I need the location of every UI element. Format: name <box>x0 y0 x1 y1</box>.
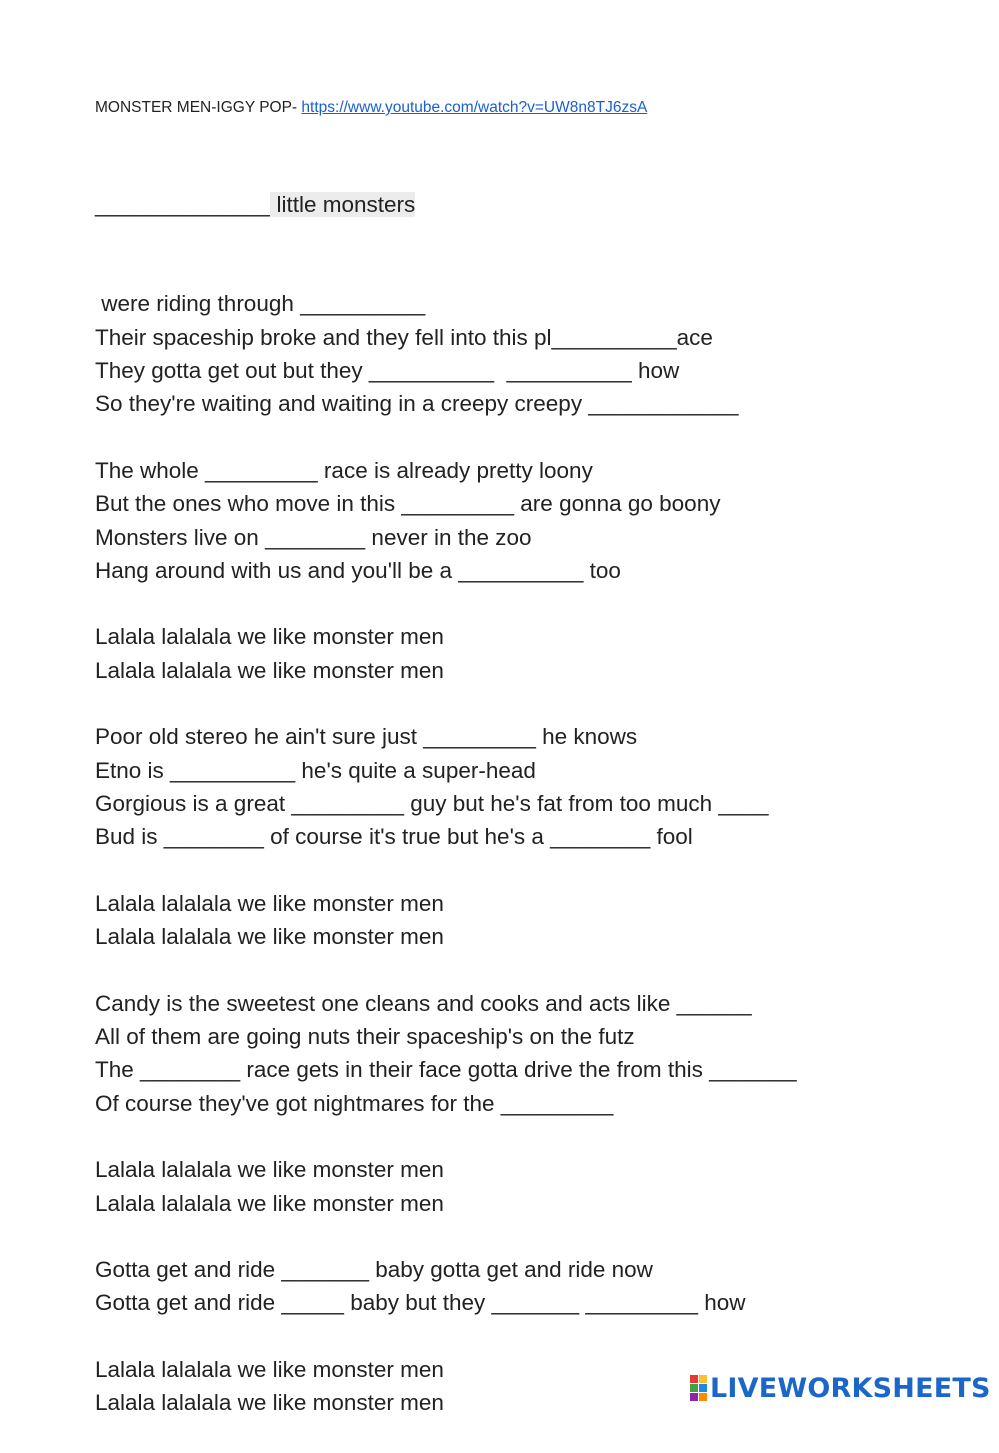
lyric-line: Candy is the sweetest one cleans and cooks and acts like ______ <box>95 990 752 1016</box>
lyric-line: Hang around with us and you'll be a __________ too <box>95 557 621 583</box>
stanza-gap <box>95 687 797 720</box>
stanza-gap <box>95 1120 797 1153</box>
lyric-line: Of course they've got nightmares for the _________ <box>95 1090 614 1116</box>
lyric-line: Monsters live on ________ never in the zoo <box>95 524 532 550</box>
logo-square <box>699 1384 707 1392</box>
stanza-gap <box>95 587 797 620</box>
lyric-line: Lalala lalalala we like monster men <box>95 890 444 916</box>
worksheet-header <box>95 99 647 117</box>
lyric-line: All of them are going nuts their spaceship's on the futz <box>95 1024 635 1050</box>
lyric-line: Lalala lalalala we like monster men <box>95 1390 444 1416</box>
lyrics-body <box>95 121 797 1453</box>
liveworksheets-logo <box>690 1372 991 1404</box>
lyric-line: Bud is ________ of course it's true but he's a ________ fool <box>95 824 693 850</box>
lyric-line: The whole _________ race is already pretty loony <box>95 457 593 483</box>
lyric-text: little monsters <box>270 191 416 217</box>
lyric-line: Lalala lalalala we like monster men <box>95 624 444 650</box>
stanza-gap <box>95 1320 797 1353</box>
lyric-line: Lalala lalalala we like monster men <box>95 1157 444 1183</box>
lyric-line: Lalala lalalala we like monster men <box>95 1356 444 1382</box>
stanza-gap <box>95 1220 797 1253</box>
youtube-link[interactable]: https://www.youtube.com/watch?v=UW8n8TJ6zsA <box>301 99 648 116</box>
logo-square <box>690 1384 698 1392</box>
stanza-gap <box>95 854 797 887</box>
logo-square <box>699 1375 707 1383</box>
lyric-lines <box>95 287 797 1419</box>
lyric-line: Poor old stereo he ain't sure just _________ he knows <box>95 724 638 750</box>
lyric-line: Gotta get and ride _______ baby gotta get and ride now <box>95 1257 653 1283</box>
logo-square <box>699 1393 707 1401</box>
lyric-line: Gorgious is a great _________ guy but he's fat from too much ____ <box>95 790 769 816</box>
lyric-line: were riding through __________ <box>95 291 426 317</box>
lyric-line: So they're waiting and waiting in a creepy creepy ____________ <box>95 391 739 417</box>
lyric-line: They gotta get out but they __________ __________ how <box>95 358 680 384</box>
logo-square <box>690 1375 698 1383</box>
lyric-line: Lalala lalalala we like monster men <box>95 924 444 950</box>
stanza-gap <box>95 953 797 986</box>
lyric-line-1 <box>95 188 797 221</box>
lyric-line: Etno is __________ he's quite a super-head <box>95 757 536 783</box>
logo-icon <box>690 1375 707 1401</box>
logo-square <box>690 1393 698 1401</box>
lyric-line: The ________ race gets in their face gotta drive the from this _______ <box>95 1057 797 1083</box>
lyric-line: Gotta get and ride _____ baby but they _______ _________ how <box>95 1290 746 1316</box>
answer-blank[interactable]: ______________ <box>95 191 271 217</box>
stanza-gap <box>95 421 797 454</box>
logo-text: LIVEWORKSHEETS <box>710 1372 991 1404</box>
lyric-line: Lalala lalalala we like monster men <box>95 1190 444 1216</box>
lyric-line: But the ones who move in this _________ are gonna go boony <box>95 491 721 517</box>
lyric-line: Lalala lalalala we like monster men <box>95 657 444 683</box>
song-title: MONSTER MEN-IGGY POP- <box>95 99 302 116</box>
lyric-line: Their spaceship broke and they fell into this pl__________ace <box>95 324 713 350</box>
